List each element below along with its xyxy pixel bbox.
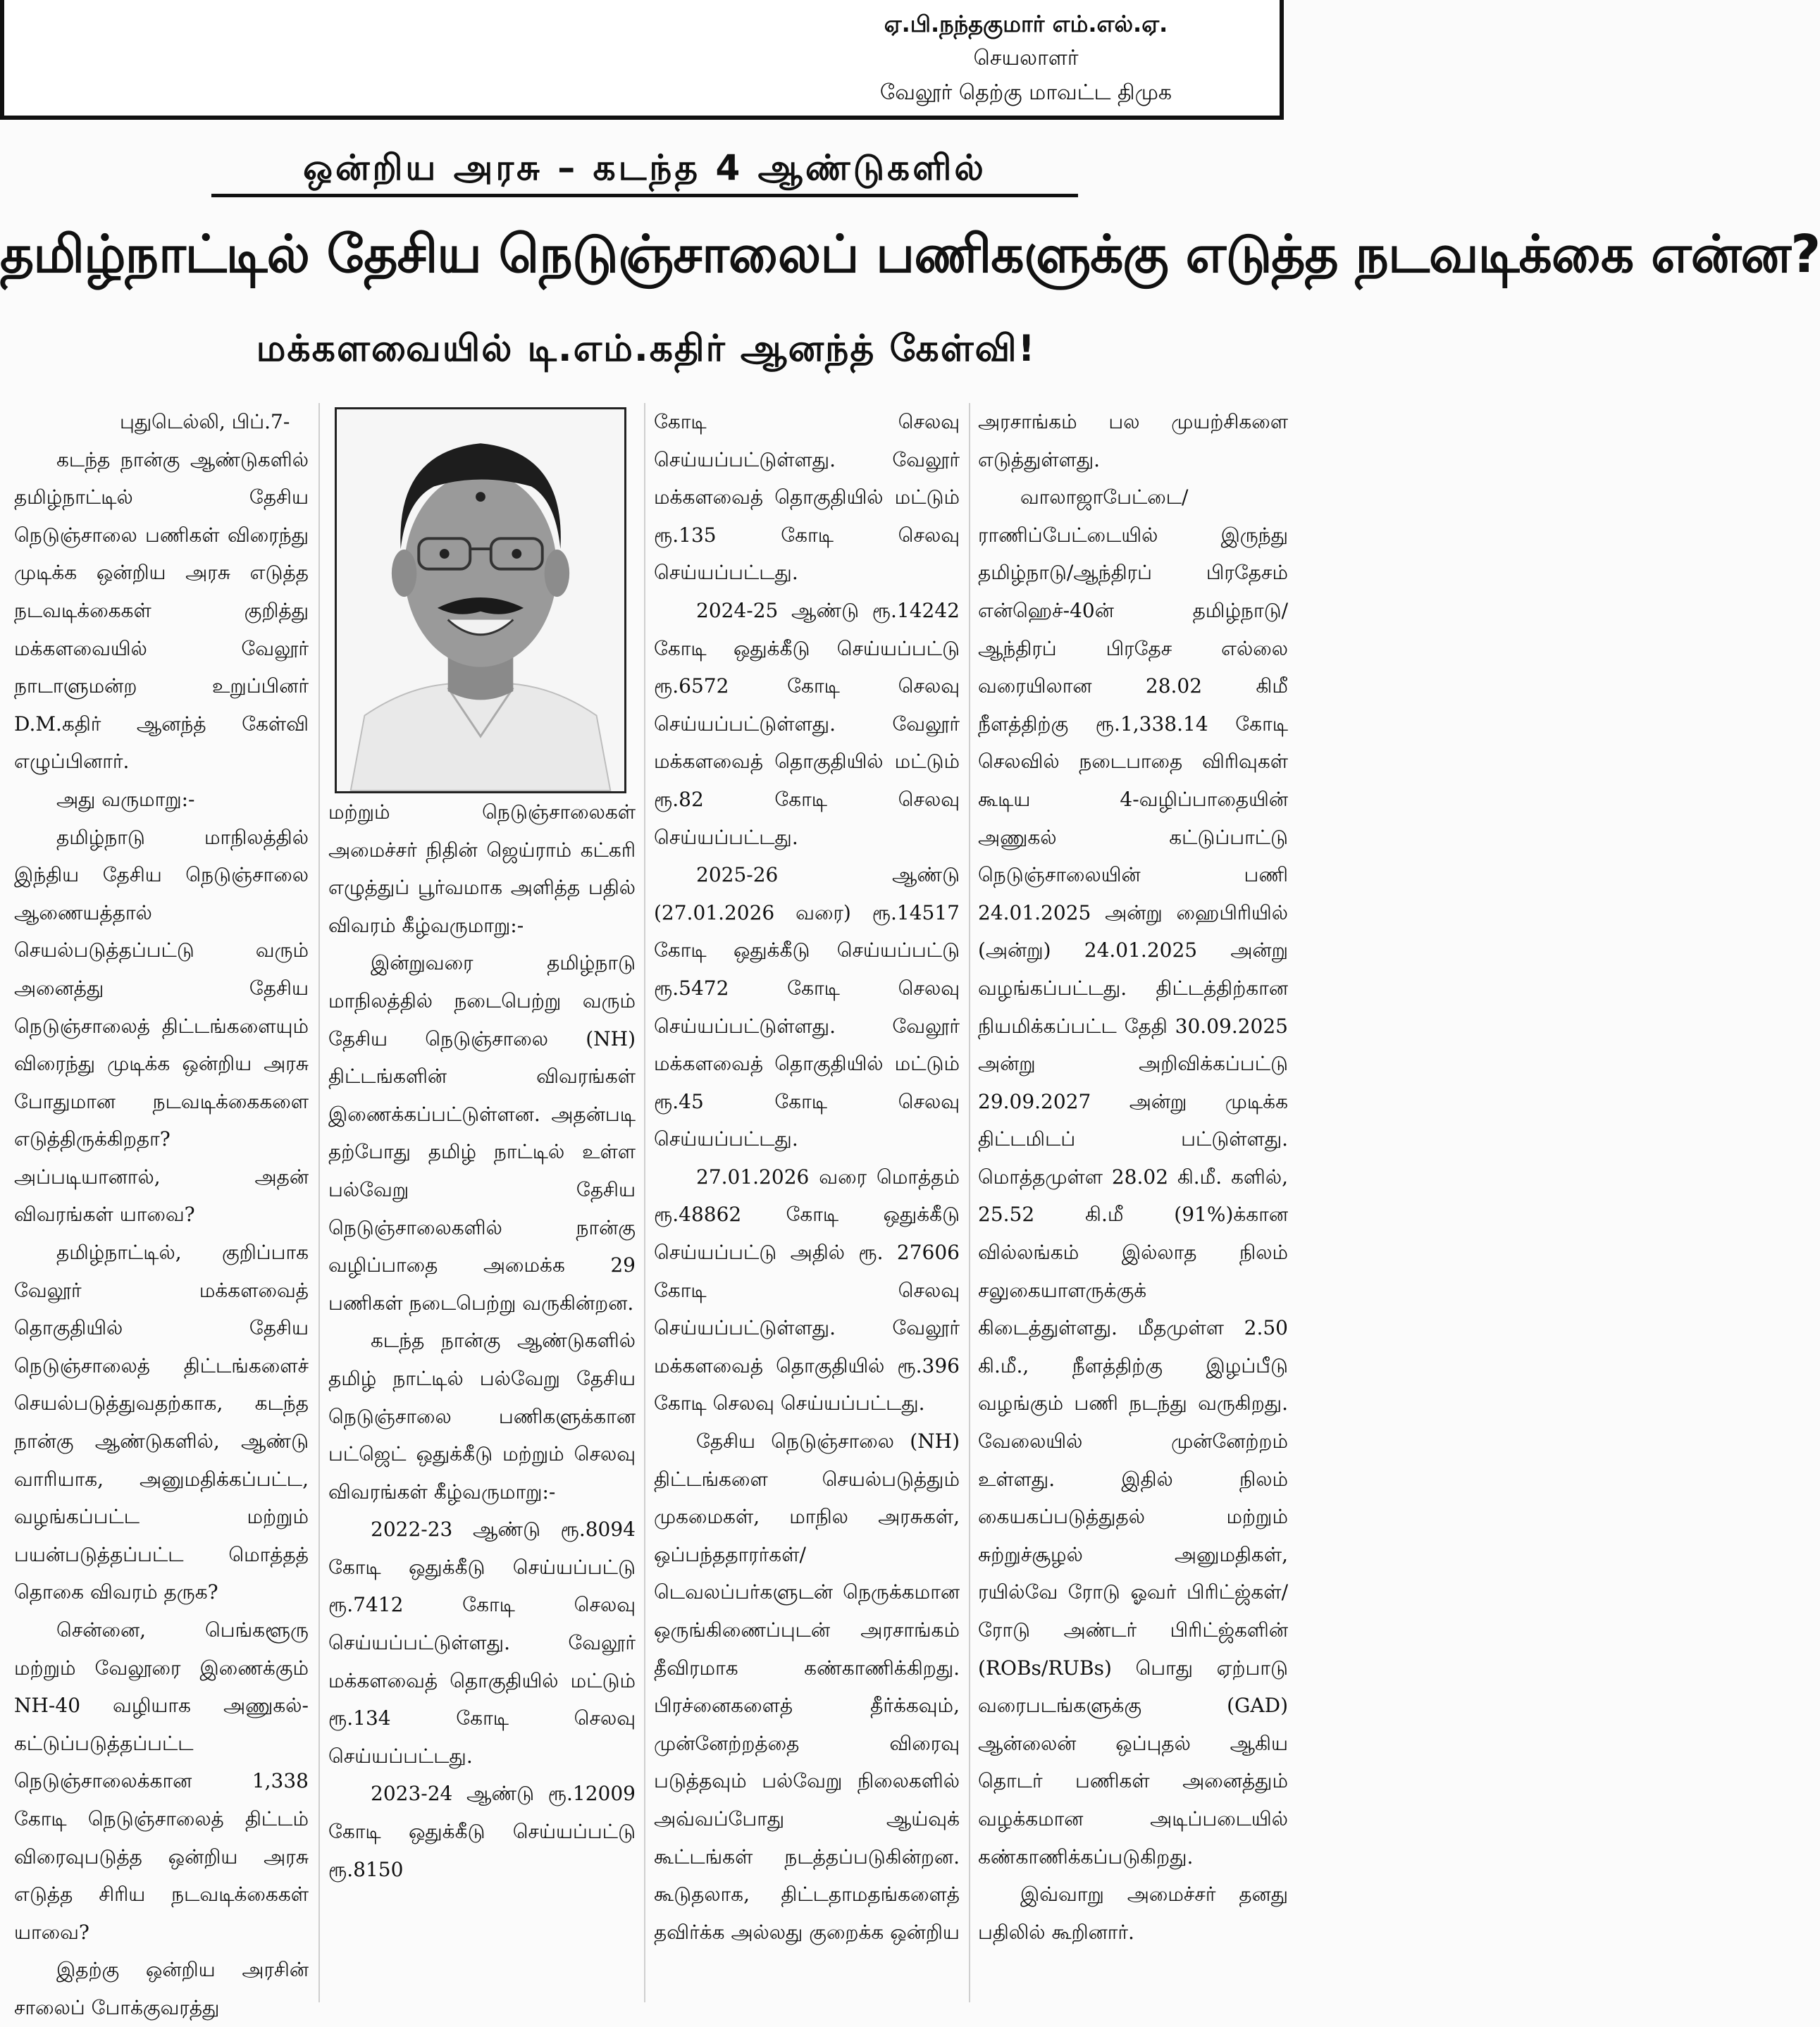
author-name: ஏ.பி.நந்தகுமார் எம்.எல்.ஏ. xyxy=(884,11,1168,37)
paragraph: அது வருமாறு:- xyxy=(56,787,195,811)
paragraph: தமிழ்நாட்டில், குறிப்பாக வேலூர் மக்களவைத் தொகுதியில் தேசிய நெடுஞ்சாலைத் திட்டங்களைச் செயல்படுத்துவதற்காக, கடந்த நான்கு ஆண்டுகளில், ஆண்டு வாரியாக, அனுமதிக்கப்பட்ட, வழங்கப்பட்ட மற்றும் பயன்படுத்தப்பட்ட மொத்தத் தொகை விவரம் தருக? xyxy=(14,1241,309,1604)
paragraph: 2025-26 ஆண்டு (27.01.2026 வரை) ரூ.14517 கோடி ஒதுக்கீடு செய்யப்பட்டு ரூ.5472 கோடி செலவு செய்யப்பட்டுள்ளது. வேலூர் மக்களவைத் தொகுதியில் மட்டும் ரூ.45 கோடி செலவு செய்யப்பட்டது. xyxy=(654,863,960,1151)
paragraph: 2022-23 ஆண்டு ரூ.8094 கோடி ஒதுக்கீடு செய்யப்பட்டு ரூ.7412 கோடி செலவு செய்யப்பட்டுள்ளது. வேலூர் மக்களவைத் தொகுதியில் மட்டும் ரூ.134 கோடி செலவு செய்யப்பட்டது. xyxy=(328,1518,636,1768)
paragraph: 2024-25 ஆண்டு ரூ.14242 கோடி ஒதுக்கீடு செய்யப்பட்டு ரூ.6572 கோடி செலவு செய்யப்பட்டுள்ளது. வேலூர் மக்களவைத் தொகுதியில் மட்டும் ரூ.82 கோடி செலவு செய்யப்பட்டது. xyxy=(654,598,960,849)
main-headline: தமிழ்நாட்டில் தேசிய நெடுஞ்சாலைப் பணிகளுக்கு எடுத்த நடவடிக்கை என்ன? xyxy=(0,224,1820,285)
paragraph: அரசாங்கம் பல முயற்சிகளை எடுத்துள்ளது. xyxy=(978,410,1288,471)
subheadline: மக்களவையில் டி.எம்.கதிர் ஆனந்த் கேள்வி! xyxy=(256,328,1036,370)
paragraph: இவ்வாறு அமைச்சர் தனது பதிலில் கூறினார். xyxy=(978,1883,1288,1944)
author-block xyxy=(815,7,1237,110)
column-divider xyxy=(969,403,970,2002)
paragraph: கடந்த நான்கு ஆண்டுகளில் தமிழ்நாட்டில் தேசிய நெடுஞ்சாலை பணிகள் விரைந்து முடிக்க ஒன்றிய அரசு எடுத்த நடவடிக்கைகள் குறித்து மக்களவையில் வேலூர் நாடாளுமன்ற உறுப்பினர் D.M.கதிர் ஆனந்த் கேள்வி எழுப்பினார். xyxy=(14,447,309,774)
paragraph: இன்றுவரை தமிழ்நாடு மாநிலத்தில் நடைபெற்று வரும் தேசிய நெடுஞ்சாலை (NH) திட்டங்களின் விவரங்கள் இணைக்கப்பட்டுள்ளன. அதன்படி தற்போது தமிழ் நாட்டில் உள்ள பல்வேறு தேசிய நெடுஞ்சாலைகளில் நான்கு வழிப்பாதை அமைக்க 29 பணிகள் நடைபெற்று வருகின்றன. xyxy=(328,951,636,1315)
paragraph: சென்னை, பெங்களூரு மற்றும் வேலூரை இணைக்கும் NH-40 வழியாக அணுகல்-கட்டுப்படுத்தப்பட்ட நெடுஞ்சாலைக்கான 1,338 கோடி நெடுஞ்சாலைத் திட்டம் விரைவுபடுத்த ஒன்றிய அரசு எடுத்த சிரிய நடவடிக்கைகள் யாவை? xyxy=(14,1618,309,1944)
author-role: செயலாளர் xyxy=(973,46,1079,70)
column-divider xyxy=(644,403,645,2002)
author-box xyxy=(0,0,1284,120)
paragraph: வாலாஜாபேட்டை/ராணிப்பேட்டையில் இருந்து தமிழ்நாடு/ஆந்திரப் பிரதேசம் என்ஹெச்-40ன் தமிழ்நாடு/ஆந்திரப் பிரதேச எல்லை வரையிலான 28.02 கிமீ நீளத்திற்கு ரூ.1,338.14 கோடி செலவில் நடைபாதை விரிவுகள் கூடிய 4-வழிப்பாதையின் அணுகல் கட்டுப்பாட்டு நெடுஞ்சாலையின் பணி 24.01.2025 அன்று ஹைபிரியில் (அன்று) 24.01.2025 அன்று வழங்கப்பட்டது. திட்டத்திற்கான நியமிக்கப்பட்ட தேதி 30.09.2025 அன்று அறிவிக்கப்பட்டு 29.09.2027 அன்று முடிக்க திட்டமிடப் பட்டுள்ளது. மொத்தமுள்ள 28.02 கி.மீ. களில், 25.52 கி.மீ (91%)க்கான வில்லங்கம் இல்லாத நிலம் சலுகையாளருக்குக் கிடைத்துள்ளது. மீதமுள்ள 2.50 கி.மீ., நீளத்திற்கு இழப்பீடு வழங்கும் பணி நடந்து வருகிறது. வேலையில் முன்னேற்றம் உள்ளது. இதில் நிலம் கையகப்படுத்துதல் மற்றும் சுற்றுச்சூழல் அனுமதிகள், ரயில்வே ரோடு ஓவர் பிரிட்ஜ்கள்/ரோடு அண்டர் பிரிட்ஜ்களின் (ROBs/RUBs) பொது ஏற்பாடு வரைபடங்களுக்கு (GAD) ஆன்லைன் ஒப்புதல் ஆகிய தொடர் பணிகள் அனைத்தும் வழக்கமான அடிப்படையில் கண்காணிக்கப்படுகிறது. xyxy=(978,485,1288,1868)
paragraph: கோடி செலவு செய்யப்பட்டுள்ளது. வேலூர் மக்களவைத் தொகுதியில் மட்டும் ரூ.135 கோடி செலவு செய்யப்பட்டது. xyxy=(654,410,960,585)
column-divider xyxy=(318,403,320,2002)
kicker-heading: ஒன்றிய அரசு – கடந்த 4 ஆண்டுகளில் xyxy=(211,144,1078,197)
dateline: புதுடெல்லி, பிப்.7- xyxy=(120,410,290,433)
article-column-4 xyxy=(978,403,1288,1951)
portrait-photo xyxy=(335,407,626,793)
article-column-2 xyxy=(328,793,636,1888)
paragraph: இதற்கு ஒன்றிய அரசின் சாலைப் போக்குவரத்து xyxy=(14,1958,309,2019)
portrait-illustration xyxy=(337,409,624,791)
author-org: வேலூர் தெற்கு மாவட்ட திமுக xyxy=(879,80,1172,105)
paragraph: 2023-24 ஆண்டு ரூ.12009 கோடி ஒதுக்கீடு செய்யப்பட்டு ரூ.8150 xyxy=(328,1782,636,1881)
paragraph: தமிழ்நாடு மாநிலத்தில் இந்திய தேசிய நெடுஞ்சாலை ஆணையத்தால் செயல்படுத்தப்பட்டு வரும் அனைத்து தேசிய நெடுஞ்சாலைத் திட்டங்களையும் விரைந்து முடிக்க ஒன்றிய அரசு போதுமான நடவடிக்கைகளை எடுத்திருக்கிறதா? அப்படியானால், அதன் விவரங்கள் யாவை? xyxy=(14,825,309,1227)
paragraph: மற்றும் நெடுஞ்சாலைகள் அமைச்சர் நிதின் ஜெய்ராம் கட்கரி எழுத்துப் பூர்வமாக அளித்த பதில் விவரம் கீழ்வருமாறு:- xyxy=(328,800,636,937)
paragraph: கடந்த நான்கு ஆண்டுகளில் தமிழ் நாட்டில் பல்வேறு தேசிய நெடுஞ்சாலை பணிகளுக்கான பட்ஜெட் ஒதுக்கீடு மற்றும் செலவு விவரங்கள் கீழ்வருமாறு:- xyxy=(328,1329,636,1504)
article-column-3 xyxy=(654,403,960,1951)
article-column-1 xyxy=(14,403,309,2027)
paragraph: தேசிய நெடுஞ்சாலை (NH) திட்டங்களை செயல்படுத்தும் முகமைகள், மாநில அரசுகள், ஒப்பந்ததாரர்கள்/டெவலப்பர்களுடன் நெருக்கமான ஒருங்கிணைப்புடன் அரசாங்கம் தீவிரமாக கண்காணிக்கிறது. பிரச்னைகளைத் தீர்க்கவும், முன்னேற்றத்தை விரைவு படுத்தவும் பல்வேறு நிலைகளில் அவ்வப்போது ஆய்வுக் கூட்டங்கள் நடத்தப்படுகின்றன. கூடுதலாக, திட்டதாமதங்களைத் தவிர்க்க அல்லது குறைக்க ஒன்றிய xyxy=(654,1430,960,1944)
paragraph: 27.01.2026 வரை மொத்தம் ரூ.48862 கோடி ஒதுக்கீடு செய்யப்பட்டு அதில் ரூ. 27606 கோடி செலவு செய்யப்பட்டுள்ளது. வேலூர் மக்களவைத் தொகுதியில் ரூ.396 கோடி செலவு செய்யப்பட்டது. xyxy=(654,1165,960,1415)
